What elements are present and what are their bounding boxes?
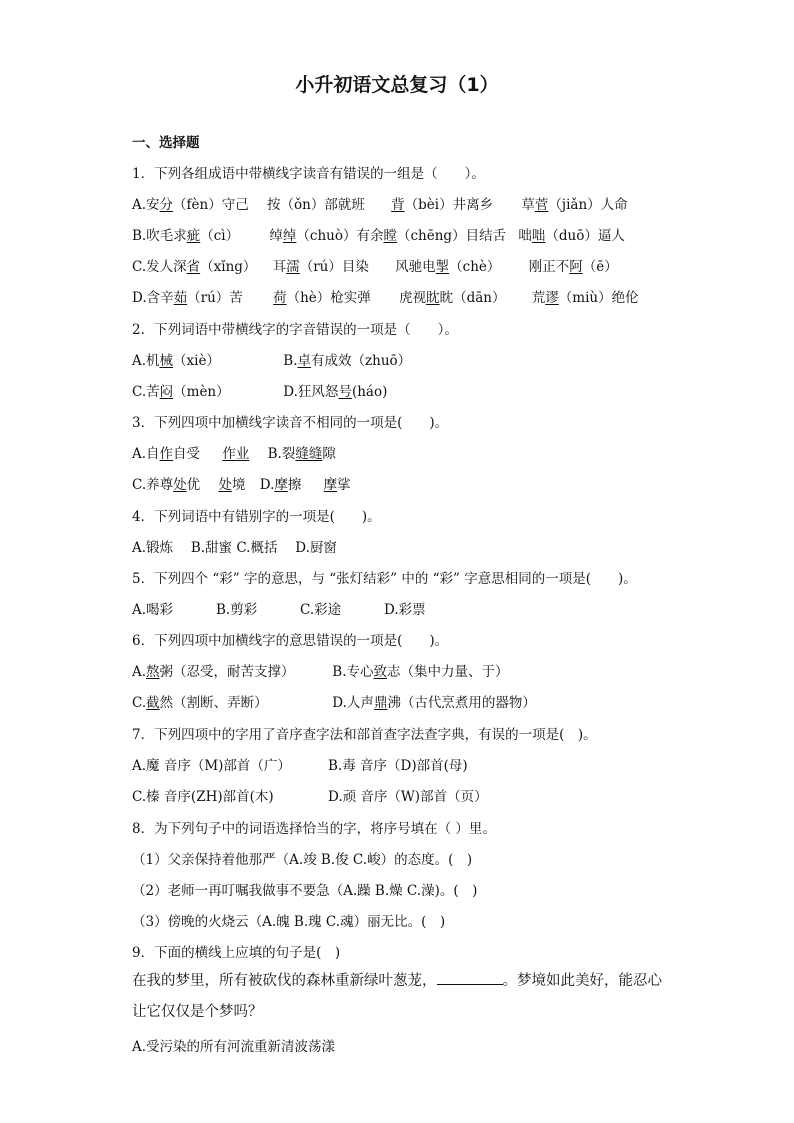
- question-6-options-ab: [132, 660, 509, 680]
- option-text: D.人声: [332, 695, 374, 711]
- option-text: （cì）: [200, 228, 240, 244]
- underlined-char: 省: [186, 259, 201, 275]
- underlined-char: 缝: [295, 446, 309, 462]
- underlined-char: 濡: [286, 259, 300, 275]
- question-1-stem: 1．下列各组成语中带横线字读音有错误的一组是（ ）。: [132, 166, 485, 182]
- question-1-option-a: [132, 193, 628, 213]
- underlined-char: 疵: [186, 228, 201, 244]
- option-d: [332, 691, 536, 711]
- option-text: （hè）枪实弹: [286, 290, 371, 306]
- option-text: （miù）绝伦: [558, 290, 639, 306]
- underlined-char: 闷: [159, 384, 174, 400]
- option-text: （chè）: [449, 259, 501, 275]
- underlined-char: 摩: [274, 477, 288, 493]
- option-text: 境: [231, 477, 246, 493]
- question-8-sentence-1: （1）父亲保持着他那严（A.竣 B.俊 C.峻）的态度。( ): [132, 852, 473, 868]
- option-b: [283, 349, 411, 369]
- option-text: C.发人深: [132, 259, 187, 275]
- underlined-char: 业: [235, 446, 250, 462]
- passage-text: 。梦境如此美好，能忍心让它仅仅是个梦吗？: [132, 973, 662, 1020]
- option-text: （fèn）守己: [173, 197, 249, 213]
- question-8-sentence-2: （2）老师一再叮嘱我做事不要急（A.躁 B.燥 C.澡)。( ): [132, 883, 478, 899]
- option-text: （ǒn）部就班: [280, 197, 365, 213]
- question-3-options-cd: [132, 473, 351, 493]
- option-text: （rú）苦: [187, 290, 243, 306]
- option-text: B.: [283, 353, 298, 369]
- passage-text: 在我的梦里，所有被砍伐的森林重新绿叶葱茏，: [132, 973, 437, 989]
- question-1-option-b: [132, 224, 625, 244]
- underlined-char: 摩: [323, 477, 338, 493]
- option-text: 沸（古代烹煮用的器物）: [387, 695, 536, 711]
- option-c: C.榛 音序(ZH)部首(木): [132, 789, 274, 805]
- question-6-options-cd: [132, 691, 536, 711]
- underlined-char: 茹: [173, 290, 188, 306]
- underlined-char: 致: [373, 664, 388, 680]
- option-text: (háo): [351, 384, 388, 400]
- option-d: D.彩票: [384, 602, 426, 618]
- option-text: 虎视: [399, 290, 427, 306]
- option-text: A.自: [132, 446, 160, 462]
- question-3-options-ab: [132, 442, 336, 462]
- option-text: 荒: [531, 290, 546, 306]
- fill-in-blank: [437, 972, 503, 985]
- question-8-sentence-3: （3）傍晚的火烧云（A.魄 B.瑰 C.魂）丽无比。( ): [132, 914, 446, 930]
- underlined-char: 绰: [282, 228, 297, 244]
- underlined-char: 截: [146, 695, 160, 711]
- section-heading: 一、选择题: [132, 135, 200, 151]
- option-text: （chēng）目结舌: [396, 228, 507, 244]
- option-text: B.专心: [332, 664, 374, 680]
- option-text: 眈（dān）: [439, 290, 506, 306]
- option-text: 咄: [518, 228, 532, 244]
- option-text: （jiǎn）人命: [548, 197, 628, 213]
- option-text: （rú）目染: [299, 259, 369, 275]
- option-text: （duō）逼人: [545, 228, 625, 244]
- question-9-stem: 9．下面的横线上应填的句子是( ): [132, 945, 341, 961]
- option-d: [283, 380, 387, 400]
- option-text: 隙: [322, 446, 336, 462]
- option-text: 志（集中力量、于）: [387, 664, 509, 680]
- option-text: 刚正不: [528, 259, 570, 275]
- option-text: （ē）: [582, 259, 618, 275]
- option-text: 按: [267, 197, 281, 213]
- option-text: B.吹毛求: [132, 228, 187, 244]
- question-5-options: [132, 598, 426, 618]
- option-c: [132, 380, 279, 400]
- page-title: 小升初语文总复习（1）: [295, 74, 499, 96]
- option-text: （mèn）: [173, 384, 230, 400]
- option-text: （xǐng）: [200, 259, 257, 275]
- underlined-char: 鼎: [373, 695, 388, 711]
- option-text: A.: [132, 664, 147, 680]
- question-7-stem: 7．下列四项中的字用了音序查字法和部首查字法查字典，有误的一项是( )。: [132, 727, 597, 743]
- option-text: 风驰电: [395, 259, 436, 275]
- option-b: B.毒 音序（D)部首(母): [328, 758, 468, 774]
- option-text: A.机: [132, 353, 160, 369]
- option-c: C.彩途: [300, 602, 342, 618]
- option-c: [132, 691, 328, 711]
- underlined-char: 眈: [426, 290, 440, 306]
- question-5-stem: 5．下列四个 “彩” 字的意思，与 “张灯结彩” 中的 “彩” 字意思相同的一项是( )。: [132, 571, 637, 587]
- option-a: A.喝彩: [132, 602, 174, 618]
- option-text: C.苦: [132, 384, 160, 400]
- option-a: [132, 349, 279, 369]
- underlined-char: 熬: [146, 664, 160, 680]
- question-9-passage: [132, 966, 672, 1028]
- option-text: D.含辛: [132, 290, 174, 306]
- question-6-stem: 6．下列四项中加横线字的意思错误的一项是( )。: [132, 633, 449, 649]
- question-8-stem: 8．为下列句子中的词语选择恰当的字，将序号填在（ ）里。: [132, 821, 496, 837]
- option-b: B.剪彩: [216, 602, 258, 618]
- underlined-char: 处: [218, 477, 232, 493]
- option-text: （chuò）有余: [296, 228, 384, 244]
- underlined-char: 荷: [273, 290, 287, 306]
- underlined-char: 阿: [569, 259, 583, 275]
- underlined-char: 瞠: [383, 228, 397, 244]
- option-text: （bèi）井离乡: [404, 197, 494, 213]
- option-text: D.狂风怒: [283, 384, 339, 400]
- option-text: 草: [521, 197, 535, 213]
- option-text: C.: [132, 695, 147, 711]
- question-4-stem: 4．下列词语中有错别字的一项是( )。: [132, 509, 381, 525]
- option-text: D.: [259, 477, 275, 493]
- option-text: B.裂: [267, 446, 296, 462]
- question-7-options-ab: [132, 754, 468, 774]
- question-7-options-cd: [132, 785, 488, 805]
- option-text: 挲: [337, 477, 351, 493]
- underlined-char: 处: [173, 477, 187, 493]
- question-3-stem: 3．下列四项中加横线字读音不相同的一项是( )。: [132, 415, 449, 431]
- question-2-options-ab: [132, 349, 411, 369]
- option-text: 有成效（zhuō）: [311, 353, 412, 369]
- option-text: 擦: [287, 477, 302, 493]
- option-text: A.安: [132, 197, 160, 213]
- underlined-char: 菅: [534, 197, 549, 213]
- option-a: A.魔 音序（M)部首（广）: [132, 758, 291, 774]
- underlined-char: 分: [159, 197, 174, 213]
- option-a: [132, 660, 328, 680]
- option-d: D.顽 音序（W)部首（页）: [328, 789, 488, 805]
- option-text: 绰: [269, 228, 283, 244]
- underlined-char: 谬: [545, 290, 559, 306]
- question-4-options: A.锻炼 B.甜蜜 C.概括 D.厨窗: [132, 540, 337, 556]
- question-2-options-cd: [132, 380, 387, 400]
- underlined-char: 作: [159, 446, 174, 462]
- underlined-char: 掣: [435, 259, 450, 275]
- underlined-char: 咄: [531, 228, 546, 244]
- underlined-char: 作: [222, 446, 236, 462]
- question-9-option-a: A.受污染的所有河流重新清波荡漾: [132, 1039, 336, 1055]
- question-1-option-d: [132, 286, 639, 306]
- option-text: C.养尊: [132, 477, 174, 493]
- underlined-char: 卓: [297, 353, 312, 369]
- option-text: 然（割断、弄断）: [159, 695, 268, 711]
- option-text: 粥（忍受，耐苦支撑）: [159, 664, 295, 680]
- underlined-char: 号: [338, 384, 352, 400]
- option-text: 优: [186, 477, 201, 493]
- question-2-stem: 2．下列词语中带横线字的字音错误的一项是（ ）。: [132, 322, 458, 338]
- option-b: [332, 660, 508, 680]
- question-1-option-c: [132, 255, 618, 275]
- underlined-char: 背: [391, 197, 405, 213]
- underlined-char: 械: [159, 353, 174, 369]
- option-text: （xiè）: [173, 353, 220, 369]
- underlined-char: 缝: [308, 446, 323, 462]
- option-text: 自受: [173, 446, 201, 462]
- option-text: 耳: [272, 259, 287, 275]
